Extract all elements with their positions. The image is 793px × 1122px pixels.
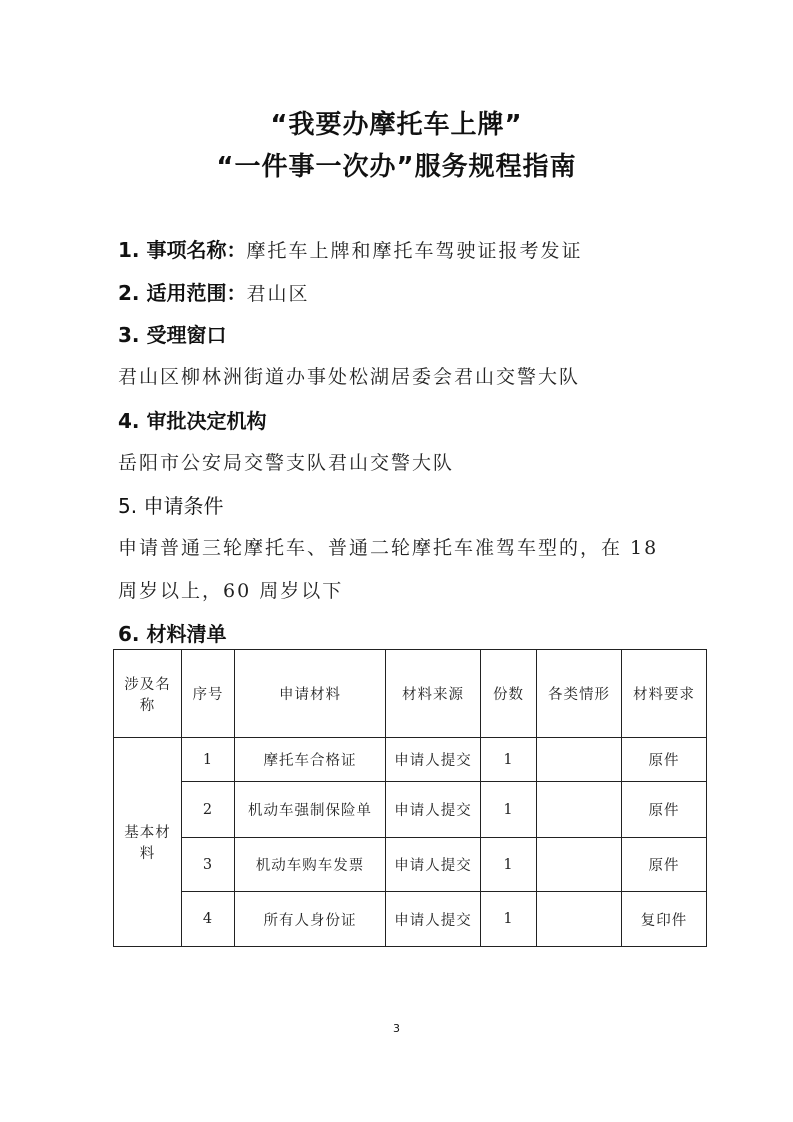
section-conditions-line-1 (118, 533, 658, 560)
page-number: 3 (393, 1022, 400, 1035)
section-label: 6. 材料清单 (118, 622, 227, 646)
section-value: 摩托车上牌和摩托车驾驶证报考发证 (246, 240, 583, 262)
header-cell: 涉及名称 (114, 650, 182, 738)
table-row (114, 738, 707, 782)
table-header-row (114, 650, 707, 738)
section-approval-heading (118, 405, 266, 434)
section-conditions-line-2 (118, 576, 343, 603)
table-row (114, 782, 707, 838)
section-label: 1. 事项名称： (118, 238, 247, 262)
header-cell: 材料要求 (622, 650, 707, 738)
section-value: 周岁以上，60 周岁以下 (118, 580, 344, 602)
cell-copies: 1 (481, 738, 537, 782)
header-cell: 申请材料 (235, 650, 386, 738)
cell-case (537, 892, 622, 947)
group-cell: 基本材料 (114, 738, 182, 947)
cell-source: 申请人提交 (386, 782, 481, 838)
document-title-line-1: “我要办摩托车上牌” (270, 110, 523, 140)
cell-no: 2 (182, 782, 235, 838)
section-materials-heading (118, 618, 226, 647)
header-cell: 各类情形 (537, 650, 622, 738)
section-conditions-heading (118, 490, 223, 519)
header-cell: 份数 (481, 650, 537, 738)
header-cell: 序号 (182, 650, 235, 738)
document-title-line-2: “一件事一次办”服务规程指南 (216, 152, 577, 182)
cell-requirement: 原件 (622, 782, 707, 838)
cell-material: 机动车强制保险单 (235, 782, 386, 838)
cell-case (537, 782, 622, 838)
section-window-heading (118, 319, 226, 348)
cell-no: 1 (182, 738, 235, 782)
cell-requirement: 复印件 (622, 892, 707, 947)
section-label: 2. 适用范围： (118, 281, 247, 305)
cell-copies: 1 (481, 838, 537, 892)
cell-source: 申请人提交 (386, 892, 481, 947)
section-window-value (118, 362, 580, 389)
cell-source: 申请人提交 (386, 838, 481, 892)
cell-requirement: 原件 (622, 738, 707, 782)
cell-case (537, 838, 622, 892)
section-label: 5. 申请条件 (118, 494, 224, 518)
cell-material: 所有人身份证 (235, 892, 386, 947)
cell-source: 申请人提交 (386, 738, 481, 782)
materials-table (113, 649, 707, 947)
section-value: 君山区 (246, 283, 310, 305)
table-row (114, 892, 707, 947)
cell-no: 3 (182, 838, 235, 892)
section-value: 申请普通三轮摩托车、普通二轮摩托车准驾车型的，在 18 (118, 537, 659, 559)
section-scope (118, 277, 310, 306)
section-value: 君山区柳林洲街道办事处松湖居委会君山交警大队 (118, 366, 581, 388)
section-value: 岳阳市公安局交警支队君山交警大队 (118, 452, 455, 474)
table-row (114, 838, 707, 892)
section-label: 3. 受理窗口 (118, 323, 227, 347)
cell-copies: 1 (481, 782, 537, 838)
header-cell: 材料来源 (386, 650, 481, 738)
cell-requirement: 原件 (622, 838, 707, 892)
section-approval-value (118, 448, 454, 475)
cell-no: 4 (182, 892, 235, 947)
cell-material: 机动车购车发票 (235, 838, 386, 892)
cell-copies: 1 (481, 892, 537, 947)
cell-case (537, 738, 622, 782)
cell-material: 摩托车合格证 (235, 738, 386, 782)
section-item-name (118, 234, 583, 263)
section-label: 4. 审批决定机构 (118, 409, 267, 433)
